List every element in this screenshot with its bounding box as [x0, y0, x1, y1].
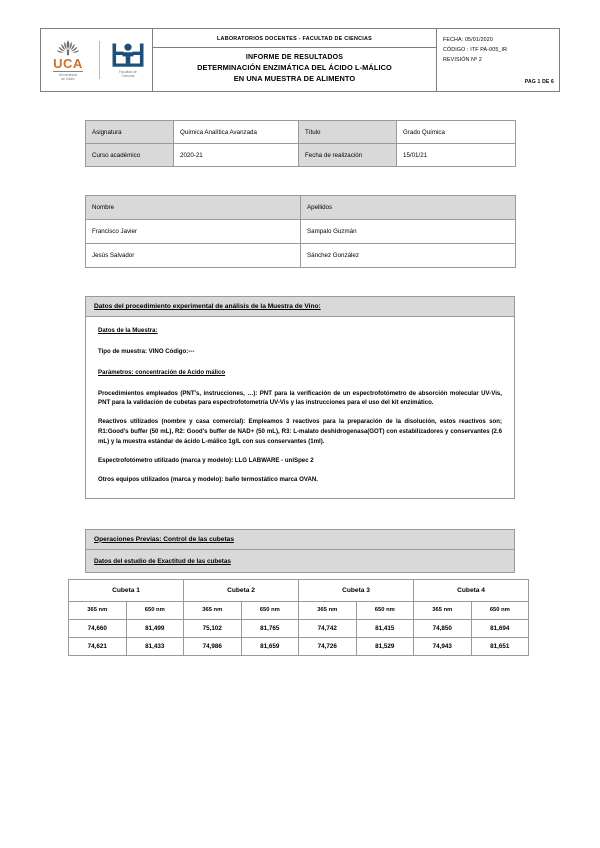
cuvette-name-3: Cubeta 3 — [299, 579, 414, 601]
value-asignatura: Química Analítica Avanzada — [174, 121, 299, 144]
uca-subtitle-line2: de Cádiz — [61, 77, 75, 82]
measurement-cell: 74,742 — [299, 619, 357, 637]
other-equipment-paragraph: Otros equipos utilizados (marca y modelo): baño termostático marca OVAN. — [98, 475, 318, 483]
measurement-cell: 74,726 — [299, 637, 357, 655]
logo-divider — [99, 41, 100, 79]
student-apellidos: Sampalo Guzmán — [301, 220, 516, 244]
wavelength-header-row — [69, 601, 529, 619]
value-curso-academico: 2020-21 — [174, 144, 299, 167]
measurement-cell: 81,651 — [471, 637, 529, 655]
uca-crest-icon — [48, 39, 88, 56]
value-titulo: Grado Química — [397, 121, 516, 144]
accuracy-study-subheading-text: Datos del estudio de Exactitud de las cubetas — [94, 557, 231, 565]
previous-operations-heading — [86, 530, 514, 550]
measurement-cell: 81,765 — [241, 619, 299, 637]
measurement-cell: 74,660 — [69, 619, 127, 637]
column-header-apellidos: Apellidos — [301, 196, 516, 220]
procedure-section — [85, 296, 515, 499]
report-title-line3: EN UNA MUESTRA DE ALIMENTO — [233, 73, 356, 83]
faculty-subtitle-line1: Facultad de — [119, 70, 137, 74]
column-header-nombre: Nombre — [86, 196, 301, 220]
document-header — [40, 28, 560, 92]
table-row — [86, 220, 516, 244]
wavelength-header: 365 nm — [299, 601, 357, 619]
wavelength-header: 650 nm — [471, 601, 529, 619]
reagents-paragraph: Reactivos utilizados (nombre y casa comercial): Empleamos 3 reactivos para la preparación de la disolución, estos reactivos son; R1:Good's buffer (50 mL), R2: Good's buffer de NAD+ (50 mL), R3: L-malato deshidrogenasa(GOT) con estabilizadores y conservantes (2.6 mL) y la muestra estándar de ácido L-málico 1g/L con sus conservantes (1ml). — [98, 418, 502, 446]
label-titulo: Título — [299, 121, 397, 144]
sample-data-heading: Datos de la Muestra: — [98, 327, 158, 334]
previous-operations-section — [85, 529, 515, 573]
table-row — [86, 144, 516, 167]
procedures-paragraph: Procedimientos empleados (PNT's, instrucciones, …): PNT para la verificación de un espectrofotómetro de absorción molecular UV-Vis, PNT para la validación de cubetas para espectrofotometría UV-Vis y las instrucciones para el uso del kit enzimático. — [98, 389, 502, 407]
previous-operations-heading-text: Operaciones Previas: Control de las cubetas — [94, 535, 234, 543]
header-revision: REVISIÓN Nº 2 — [443, 56, 482, 63]
header-page-number: PAG 1 DE 6 — [524, 79, 554, 85]
wavelength-header: 365 nm — [69, 601, 127, 619]
spectrophotometer-paragraph: Espectrofotómetro utilizado (marca y modelo): LLG LABWARE - uniSpec 2 — [98, 456, 314, 464]
uca-logo — [43, 39, 93, 82]
accuracy-study-subheading — [86, 550, 514, 572]
wavelength-header: 365 nm — [414, 601, 472, 619]
faculty-person-icon — [110, 42, 146, 68]
report-title-line1: INFORME DE RESULTADOS — [245, 53, 344, 61]
label-curso-academico: Curso académico — [86, 144, 174, 167]
cuvette-name-2: Cubeta 2 — [184, 579, 299, 601]
wavelength-header: 365 nm — [184, 601, 242, 619]
uca-subtitle — [59, 73, 77, 81]
label-asignatura: Asignatura — [86, 121, 174, 144]
measurement-cell: 81,415 — [356, 619, 414, 637]
header-logos-cell — [41, 29, 153, 91]
faculty-subtitle-line2: Ciencias — [121, 74, 135, 78]
measurement-cell: 81,529 — [356, 637, 414, 655]
faculty-logo — [106, 42, 150, 78]
procedure-section-body — [86, 317, 514, 498]
logo-group — [43, 39, 150, 82]
wavelength-header: 650 nm — [356, 601, 414, 619]
procedure-section-heading — [86, 297, 514, 317]
measurement-cell: 74,943 — [414, 637, 472, 655]
measurement-cell: 81,499 — [126, 619, 184, 637]
uca-subtitle-line1: Universidad — [59, 73, 77, 78]
student-apellidos: Sánchez González — [301, 244, 516, 268]
table-row — [69, 619, 529, 637]
measurement-cell: 81,694 — [471, 619, 529, 637]
value-fecha-realizacion: 15/01/21 — [397, 144, 516, 167]
header-code: CÓDIGO : ITF PA-005_IR — [443, 46, 508, 53]
header-main-title — [153, 48, 436, 91]
cuvettes-accuracy-table — [68, 579, 529, 656]
measurement-cell: 74,621 — [69, 637, 127, 655]
header-meta-cell — [437, 29, 559, 91]
label-fecha-realizacion: Fecha de realización — [299, 144, 397, 167]
measurement-cell: 81,659 — [241, 637, 299, 655]
cuvette-names-row — [69, 579, 529, 601]
procedure-section-heading-text: Datos del procedimiento experimental de análisis de la Muestra de Vino: — [94, 303, 321, 310]
table-row — [86, 121, 516, 144]
measurement-cell: 74,850 — [414, 619, 472, 637]
cuvette-name-1: Cubeta 1 — [69, 579, 184, 601]
course-info-table — [85, 120, 516, 167]
header-date: FECHA: 05/01/2020 — [443, 37, 493, 43]
wavelength-header: 650 nm — [126, 601, 184, 619]
header-title-cell — [153, 29, 437, 91]
students-table — [85, 195, 516, 268]
table-header-row — [86, 196, 516, 220]
sample-type-line: Tipo de muestra: VINO Código:--- — [98, 347, 195, 355]
student-nombre: Francisco Javier — [86, 220, 301, 244]
faculty-subtitle — [119, 70, 137, 78]
measurement-cell: 75,102 — [184, 619, 242, 637]
table-row — [86, 244, 516, 268]
uca-wordmark: UCA — [53, 55, 83, 71]
student-nombre: Jesús Salvador — [86, 244, 301, 268]
parameters-heading: Parámetros: concentración de Acido málico — [98, 368, 226, 376]
measurement-cell: 81,433 — [126, 637, 184, 655]
table-row — [69, 637, 529, 655]
report-title-line2: DETERMINACIÓN ENZIMÁTICA DEL ÁCIDO L-MÁLICO — [197, 62, 392, 72]
wavelength-header: 650 nm — [241, 601, 299, 619]
measurement-cell: 74,986 — [184, 637, 242, 655]
header-lab-line: LABORATORIOS DOCENTES - FACULTAD DE CIENCIAS — [153, 29, 436, 48]
cuvette-name-4: Cubeta 4 — [414, 579, 529, 601]
